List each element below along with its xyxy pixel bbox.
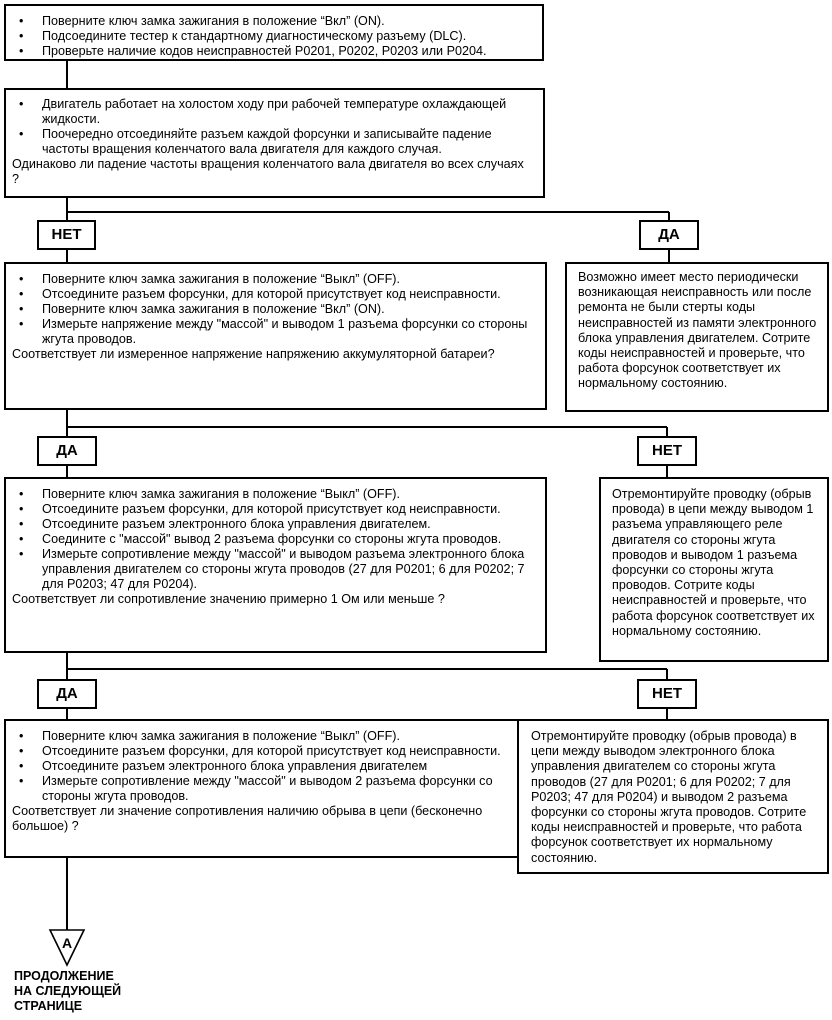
question-text: Соответствует ли сопротивление значению примерно 1 Ом или меньше ? [12, 592, 445, 606]
list-item: • Поверните ключ замка зажигания в положение “Вкл” (ON). [12, 302, 533, 317]
question-text: Соответствует ли измеренное напряжение напряжению аккумуляторной батареи? [12, 347, 495, 361]
answer-label-yes: ДА [639, 220, 699, 250]
step-list [12, 487, 533, 592]
result-text: Отремонтируйте проводку (обрыв провода) в цепи между выводом электронного блока управления двигателем со стороны жгута проводов (27 для P0201; 6 для P0202; 7 для P0203; 47 для P0204) и выводом 2 разъема форсунки со стороны жгута проводов. Сотрите коды неисправностей и проверьте, что работа форсунок соответствует их нормальному состоянию. [531, 729, 807, 865]
result-box-1 [565, 262, 829, 412]
list-item: • Проверьте наличие кодов неисправностей P0201, P0202, P0203 или P0204. [12, 44, 536, 59]
step-box-1 [4, 4, 544, 61]
list-item: • Двигатель работает на холостом ходу при рабочей температуре охлаждающей жидкости. [12, 97, 531, 127]
continue-line: НА СЛЕДУЮЩЕЙ [14, 984, 122, 998]
list-item: • Поверните ключ замка зажигания в положение “Вкл” (ON). [12, 14, 536, 29]
question-text: Одинаково ли падение частоты вращения коленчатого вала двигателя во всех случаях ? [12, 157, 524, 186]
step-list [12, 272, 533, 347]
list-item: • Отсоедините разъем электронного блока управления двигателем. [12, 517, 533, 532]
list-item: • Поверните ключ замка зажигания в положение “Выкл” (OFF). [12, 272, 533, 287]
step-box-4 [4, 477, 547, 653]
offpage-connector-letter: A [61, 935, 73, 951]
continue-line: СТРАНИЦЕ [14, 999, 83, 1013]
answer-label-no: НЕТ [637, 679, 697, 709]
continue-note [14, 969, 121, 1014]
question-text: Соответствует ли значение сопротивления наличию обрыва в цепи (бесконечно большое) ? [12, 804, 483, 833]
list-item: • Отсоедините разъем форсунки, для которой присутствует код неисправности. [12, 744, 533, 759]
step-list [12, 729, 533, 804]
list-item: • Измерьте сопротивление между "массой" и выводом 2 разъема форсунки со стороны жгута проводов. [12, 774, 533, 804]
answer-label-yes: ДА [37, 679, 97, 709]
result-box-2 [599, 477, 829, 662]
list-item: • Соедините с "массой" вывод 2 разъема форсунки со стороны жгута проводов. [12, 532, 533, 547]
list-item: • Подсоедините тестер к стандартному диагностическому разъему (DLC). [12, 29, 536, 44]
list-item: • Поочередно отсоединяйте разъем каждой форсунки и записывайте падение частоты вращения коленчатого вала двигателя для каждого случая. [12, 127, 531, 157]
list-item: • Отсоедините разъем форсунки, для которой присутствует код неисправности. [12, 502, 533, 517]
answer-label-yes: ДА [37, 436, 97, 466]
list-item: • Измерьте напряжение между "массой" и выводом 1 разъема форсунки со стороны жгута проводов. [12, 317, 533, 347]
answer-label-no: НЕТ [637, 436, 697, 466]
list-item: • Поверните ключ замка зажигания в положение “Выкл” (OFF). [12, 729, 533, 744]
result-box-3 [517, 719, 829, 874]
step-box-3 [4, 262, 547, 410]
list-item: • Поверните ключ замка зажигания в положение “Выкл” (OFF). [12, 487, 533, 502]
answer-label-no: НЕТ [37, 220, 96, 250]
list-item: • Измерьте сопротивление между "массой" и выводом разъема электронного блока управления двигателем со стороны жгута проводов (27 для P0201; 6 для P0202; 7 для P0203; 47 для P0204). [12, 547, 533, 592]
continue-line: ПРОДОЛЖЕНИЕ [14, 969, 114, 983]
step-box-5 [4, 719, 547, 858]
list-item: • Отсоедините разъем электронного блока управления двигателем [12, 759, 533, 774]
result-text: Возможно имеет место периодически возникающая неисправность или после ремонта не были стерты коды неисправностей из памяти электронного блока управления двигателем. Сотрите коды неисправностей и проверьте, что работа форсунок соответствует их нормальному состоянию. [578, 270, 817, 391]
step-list [12, 97, 531, 157]
list-item: • Отсоедините разъем форсунки, для которой присутствует код неисправности. [12, 287, 533, 302]
step-list [12, 14, 536, 59]
step-box-2 [4, 88, 545, 198]
result-text: Отремонтируйте проводку (обрыв провода) в цепи между выводом 1 разъема управляющего реле двигателя со стороны жгута проводов и выводом 1 разъема форсунки со стороны жгута проводов. Сотрите коды неисправностей и проверьте, что работа форсунок соответствует их нормальному состоянию. [612, 487, 815, 638]
